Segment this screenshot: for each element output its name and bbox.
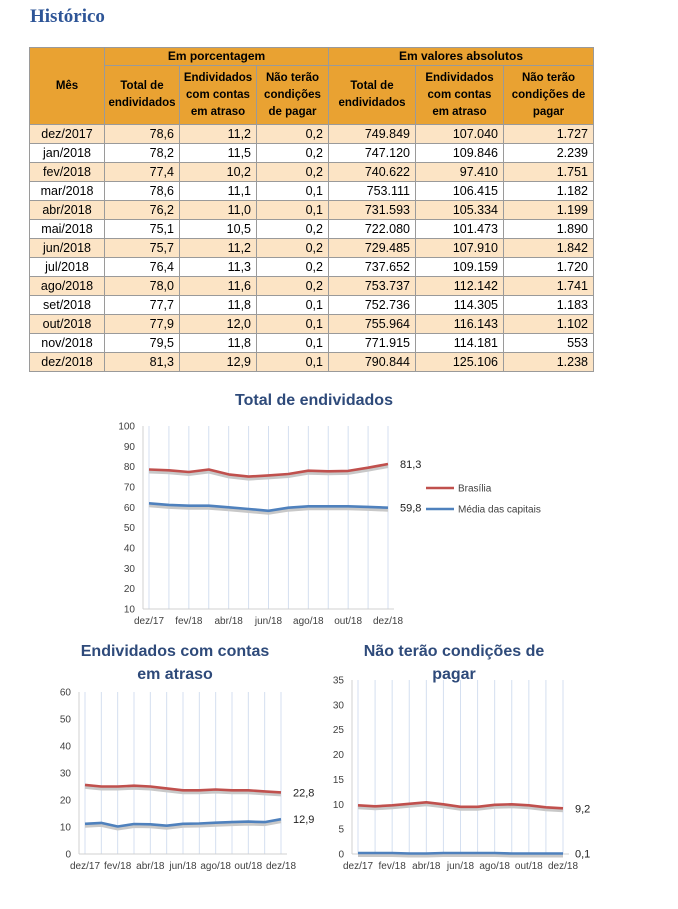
cell-value: 11,8 xyxy=(180,296,257,315)
cell-value: 109.846 xyxy=(416,144,504,163)
y-tick-label: 10 xyxy=(123,604,135,616)
cell-value: 75,1 xyxy=(105,220,180,239)
cell-value: 0,1 xyxy=(257,296,329,315)
cell-month: set/2018 xyxy=(30,296,105,315)
chart-title: Endividados com contas xyxy=(80,643,270,660)
cell-value: 76,2 xyxy=(105,201,180,220)
y-tick-label: 20 xyxy=(123,584,135,596)
cell-month: mar/2018 xyxy=(30,182,105,201)
y-tick-label: 50 xyxy=(123,523,135,535)
x-tick-label: abr/18 xyxy=(136,861,165,872)
y-tick-label: 20 xyxy=(59,795,71,807)
table-row xyxy=(30,296,594,315)
y-tick-label: 35 xyxy=(332,675,344,687)
cell-value: 0,1 xyxy=(257,334,329,353)
x-tick-label: dez/18 xyxy=(265,861,297,872)
cell-value: 78,6 xyxy=(105,125,180,144)
y-tick-label: 60 xyxy=(123,502,135,514)
y-tick-label: 0 xyxy=(338,849,344,861)
cell-value: 553 xyxy=(504,334,594,353)
end-value-label: 81,3 xyxy=(400,459,422,472)
cell-value: 0,2 xyxy=(257,220,329,239)
cell-value: 0,2 xyxy=(257,277,329,296)
cell-value: 0,2 xyxy=(257,258,329,277)
x-tick-label: dez/18 xyxy=(547,861,579,872)
x-tick-label: dez/17 xyxy=(342,861,374,872)
cell-value: 77,7 xyxy=(105,296,180,315)
cell-value: 771.915 xyxy=(329,334,416,353)
cell-month: nov/2018 xyxy=(30,334,105,353)
cell-value: 1.842 xyxy=(504,239,594,258)
cell-value: 11,0 xyxy=(180,201,257,220)
cell-value: 11,6 xyxy=(180,277,257,296)
cell-value: 0,2 xyxy=(257,125,329,144)
x-tick-label: fev/18 xyxy=(378,861,406,872)
y-tick-label: 5 xyxy=(338,824,344,836)
cell-value: 755.964 xyxy=(329,315,416,334)
x-tick-label: jun/18 xyxy=(254,616,283,627)
end-value-label: 0,1 xyxy=(575,848,591,861)
cell-value: 1.238 xyxy=(504,353,594,372)
cell-value: 0,1 xyxy=(257,182,329,201)
cell-value: 729.485 xyxy=(329,239,416,258)
cell-value: 11,2 xyxy=(180,125,257,144)
cell-value: 109.159 xyxy=(416,258,504,277)
x-tick-label: dez/17 xyxy=(69,861,101,872)
cell-value: 740.622 xyxy=(329,163,416,182)
header-month: Mês xyxy=(30,48,105,125)
y-tick-label: 80 xyxy=(123,462,135,474)
cell-value: 1.751 xyxy=(504,163,594,182)
header-abs-nao-pagar: Não terão condições de pagar xyxy=(504,66,594,125)
table-row xyxy=(30,144,594,163)
table-row xyxy=(30,353,594,372)
cell-value: 10,5 xyxy=(180,220,257,239)
cell-month: jul/2018 xyxy=(30,258,105,277)
x-tick-label: out/18 xyxy=(334,616,363,627)
chart-contas-em-atraso xyxy=(0,636,330,881)
page-title: Histórico xyxy=(30,6,105,27)
cell-value: 1.890 xyxy=(504,220,594,239)
header-pct-nao-pagar: Não terão condições de pagar xyxy=(257,66,329,125)
cell-value: 78,0 xyxy=(105,277,180,296)
cell-value: 2.239 xyxy=(504,144,594,163)
cell-value: 747.120 xyxy=(329,144,416,163)
cell-value: 753.111 xyxy=(329,182,416,201)
cell-value: 75,7 xyxy=(105,239,180,258)
y-tick-label: 100 xyxy=(118,421,135,433)
y-tick-label: 10 xyxy=(332,799,344,811)
end-value-label: 12,9 xyxy=(293,814,315,827)
cell-value: 76,4 xyxy=(105,258,180,277)
y-tick-label: 10 xyxy=(59,822,71,834)
table-row xyxy=(30,334,594,353)
cell-value: 1.102 xyxy=(504,315,594,334)
cell-month: jun/2018 xyxy=(30,239,105,258)
cell-value: 752.736 xyxy=(329,296,416,315)
y-tick-label: 70 xyxy=(123,482,135,494)
table-row xyxy=(30,277,594,296)
cell-value: 731.593 xyxy=(329,201,416,220)
cell-value: 116.143 xyxy=(416,315,504,334)
chart-total-endividados xyxy=(0,380,678,635)
y-tick-label: 90 xyxy=(123,441,135,453)
x-tick-label: out/18 xyxy=(514,861,543,872)
end-value-label: 59,8 xyxy=(400,502,422,515)
cell-value: 1.182 xyxy=(504,182,594,201)
table-row xyxy=(30,220,594,239)
x-tick-label: ago/18 xyxy=(200,861,231,872)
cell-value: 10,2 xyxy=(180,163,257,182)
cell-value: 101.473 xyxy=(416,220,504,239)
cell-value: 78,2 xyxy=(105,144,180,163)
x-tick-label: jun/18 xyxy=(446,861,475,872)
y-tick-label: 50 xyxy=(59,714,71,726)
cell-value: 106.415 xyxy=(416,182,504,201)
chart-title: em atraso xyxy=(137,666,213,683)
cell-value: 0,1 xyxy=(257,201,329,220)
header-abs-atraso: Endividados com contas em atraso xyxy=(416,66,504,125)
cell-value: 11,3 xyxy=(180,258,257,277)
x-tick-label: abr/18 xyxy=(412,861,441,872)
cell-value: 78,6 xyxy=(105,182,180,201)
y-tick-label: 20 xyxy=(332,750,344,762)
y-tick-label: 15 xyxy=(332,774,344,786)
series-line-capitais xyxy=(358,853,563,854)
cell-value: 114.181 xyxy=(416,334,504,353)
cell-value: 1.183 xyxy=(504,296,594,315)
cell-value: 1.727 xyxy=(504,125,594,144)
cell-value: 749.849 xyxy=(329,125,416,144)
header-group-percentage: Em porcentagem xyxy=(105,48,329,66)
cell-value: 790.844 xyxy=(329,353,416,372)
cell-month: dez/2018 xyxy=(30,353,105,372)
cell-value: 77,9 xyxy=(105,315,180,334)
chart-title: Total de endividados xyxy=(235,392,393,409)
x-tick-label: dez/18 xyxy=(372,616,404,627)
table-row xyxy=(30,125,594,144)
end-value-label: 22,8 xyxy=(293,787,315,800)
cell-value: 12,0 xyxy=(180,315,257,334)
cell-value: 97.410 xyxy=(416,163,504,182)
y-tick-label: 30 xyxy=(123,563,135,575)
cell-month: ago/2018 xyxy=(30,277,105,296)
cell-value: 11,5 xyxy=(180,144,257,163)
x-tick-label: out/18 xyxy=(234,861,263,872)
header-abs-total: Total de endividados xyxy=(329,66,416,125)
series-shadow xyxy=(358,856,563,857)
cell-value: 0,2 xyxy=(257,163,329,182)
cell-month: jan/2018 xyxy=(30,144,105,163)
cell-value: 1.199 xyxy=(504,201,594,220)
legend-label: Média das capitais xyxy=(458,504,541,516)
cell-value: 11,2 xyxy=(180,239,257,258)
x-tick-label: dez/17 xyxy=(133,616,165,627)
cell-value: 737.652 xyxy=(329,258,416,277)
y-tick-label: 40 xyxy=(123,543,135,555)
cell-value: 1.720 xyxy=(504,258,594,277)
cell-month: out/2018 xyxy=(30,315,105,334)
y-tick-label: 30 xyxy=(59,768,71,780)
legend-label: Brasília xyxy=(458,483,492,495)
cell-value: 105.334 xyxy=(416,201,504,220)
table-row xyxy=(30,239,594,258)
chart-title: Não terão condições de xyxy=(363,643,545,660)
cell-month: abr/2018 xyxy=(30,201,105,220)
table-row xyxy=(30,258,594,277)
y-tick-label: 60 xyxy=(59,687,71,699)
cell-value: 11,8 xyxy=(180,334,257,353)
table-row xyxy=(30,201,594,220)
cell-value: 107.040 xyxy=(416,125,504,144)
cell-month: dez/2017 xyxy=(30,125,105,144)
cell-value: 125.106 xyxy=(416,353,504,372)
table-row xyxy=(30,315,594,334)
cell-value: 79,5 xyxy=(105,334,180,353)
cell-month: fev/2018 xyxy=(30,163,105,182)
cell-value: 0,1 xyxy=(257,315,329,334)
cell-value: 1.741 xyxy=(504,277,594,296)
cell-value: 107.910 xyxy=(416,239,504,258)
historico-table xyxy=(29,47,594,372)
y-tick-label: 25 xyxy=(332,725,344,737)
cell-value: 77,4 xyxy=(105,163,180,182)
table-row xyxy=(30,182,594,201)
y-tick-label: 0 xyxy=(65,849,71,861)
end-value-label: 9,2 xyxy=(575,803,591,816)
y-tick-label: 30 xyxy=(332,700,344,712)
header-pct-atraso: Endividados com contas em atraso xyxy=(180,66,257,125)
cell-value: 0,2 xyxy=(257,239,329,258)
x-tick-label: fev/18 xyxy=(104,861,132,872)
table-row xyxy=(30,163,594,182)
x-tick-label: jun/18 xyxy=(169,861,197,872)
cell-value: 81,3 xyxy=(105,353,180,372)
cell-value: 722.080 xyxy=(329,220,416,239)
x-tick-label: ago/18 xyxy=(293,616,324,627)
x-tick-label: ago/18 xyxy=(479,861,510,872)
cell-value: 112.142 xyxy=(416,277,504,296)
cell-value: 114.305 xyxy=(416,296,504,315)
header-pct-total: Total de endividados xyxy=(105,66,180,125)
cell-value: 12,9 xyxy=(180,353,257,372)
y-tick-label: 40 xyxy=(59,741,71,753)
cell-month: mai/2018 xyxy=(30,220,105,239)
cell-value: 11,1 xyxy=(180,182,257,201)
cell-value: 753.737 xyxy=(329,277,416,296)
chart-title: pagar xyxy=(432,666,476,683)
cell-value: 0,2 xyxy=(257,144,329,163)
chart-nao-terao-condicoes xyxy=(330,636,678,881)
cell-value: 0,1 xyxy=(257,353,329,372)
header-group-absolute: Em valores absolutos xyxy=(329,48,594,66)
x-tick-label: abr/18 xyxy=(214,616,243,627)
x-tick-label: fev/18 xyxy=(175,616,203,627)
